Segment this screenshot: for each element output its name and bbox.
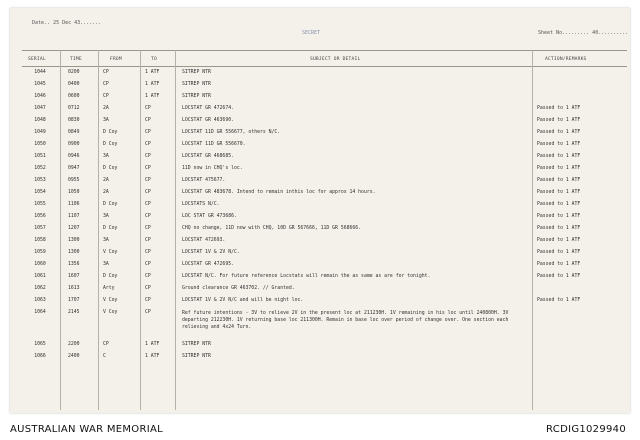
cell-from: CP — [103, 342, 109, 347]
cell-subject: LOCSTAT GR 472695. — [182, 262, 234, 267]
cell-from: 2A — [103, 190, 109, 195]
cell-subject: LOC STAT GR 473686. — [182, 214, 237, 219]
cell-serial: 1065 — [34, 342, 46, 347]
cell-to: 1 ATF — [145, 342, 160, 347]
cell-time: 1356 — [68, 262, 80, 267]
table-row — [10, 118, 630, 130]
header-rule-top — [22, 50, 627, 51]
table-row — [10, 342, 630, 354]
cell-subject: LOCSTAT GR 472674. — [182, 106, 234, 111]
cell-from: D Coy — [103, 130, 118, 135]
cell-to: CP — [145, 130, 151, 135]
cell-to: CP — [145, 262, 151, 267]
cell-serial: 1048 — [34, 118, 46, 123]
cell-to: CP — [145, 286, 151, 291]
cell-to: CP — [145, 190, 151, 195]
table-row — [10, 70, 630, 82]
cell-from: 3A — [103, 214, 109, 219]
cell-serial: 1058 — [34, 238, 46, 243]
cell-subject: SITREP NTR — [182, 342, 211, 347]
cell-subject: LOCSTAT 11D GR 556670. — [182, 142, 246, 147]
cell-time: 1613 — [68, 286, 80, 291]
cell-to: CP — [145, 238, 151, 243]
cell-action: Passed to 1 ATF — [537, 118, 581, 123]
table-row — [10, 154, 630, 166]
cell-action: Passed to 1 ATF — [537, 226, 581, 231]
cell-action: Passed to 1 ATF — [537, 262, 581, 267]
log-sheet — [10, 8, 630, 413]
cell-action: Passed to 1 ATF — [537, 106, 581, 111]
cell-time: 2400 — [68, 354, 80, 359]
cell-subject: LOCSTAT GR 468685. — [182, 154, 234, 159]
cell-serial: 1066 — [34, 354, 46, 359]
cell-time: 1106 — [68, 202, 80, 207]
cell-time: 0946 — [68, 154, 80, 159]
cell-from: CP — [103, 82, 109, 87]
cell-to: CP — [145, 274, 151, 279]
security-classification: SECRET — [302, 30, 321, 36]
sheet-number: Sheet No......... 40.......... — [538, 30, 629, 36]
cell-to: 1 ATF — [145, 94, 160, 99]
cell-subject: LOCSTAT 475677. — [182, 178, 226, 183]
cell-from: D Coy — [103, 226, 118, 231]
cell-serial: 1046 — [34, 94, 46, 99]
cell-subject: SITREP NTR — [182, 70, 211, 75]
cell-serial: 1057 — [34, 226, 46, 231]
cell-time: 1300 — [68, 250, 80, 255]
cell-to: CP — [145, 178, 151, 183]
cell-action: Passed to 1 ATF — [537, 130, 581, 135]
cell-serial: 1062 — [34, 286, 46, 291]
cell-time: 0849 — [68, 130, 80, 135]
col-header-from: FROM — [110, 57, 122, 62]
col-header-to: TO — [151, 57, 157, 62]
cell-from: 3A — [103, 118, 109, 123]
table-row — [10, 94, 630, 106]
cell-from: V Coy — [103, 298, 118, 303]
cell-from: V Coy — [103, 310, 118, 315]
table-row — [10, 142, 630, 154]
cell-serial: 1059 — [34, 250, 46, 255]
col-header-action: ACTION/REMARKS — [545, 57, 587, 62]
cell-serial: 1053 — [34, 178, 46, 183]
cell-serial: 1051 — [34, 154, 46, 159]
cell-action: Passed to 1 ATF — [537, 214, 581, 219]
cell-to: CP — [145, 250, 151, 255]
date-line: Date.. 25 Dec 43....... — [32, 20, 102, 26]
cell-serial: 1047 — [34, 106, 46, 111]
cell-to: CP — [145, 106, 151, 111]
cell-subject: LOCSTAT 472693. — [182, 238, 226, 243]
header-rule-bottom — [22, 66, 627, 67]
cell-to: CP — [145, 310, 151, 315]
table-row — [10, 262, 630, 274]
cell-from: D Coy — [103, 202, 118, 207]
col-header-subject: SUBJECT OR DETAIL — [310, 57, 361, 62]
table-row — [10, 226, 630, 238]
cell-time: 0900 — [68, 142, 80, 147]
cell-to: 1 ATF — [145, 70, 160, 75]
cell-serial: 1060 — [34, 262, 46, 267]
cell-action: Passed to 1 ATF — [537, 142, 581, 147]
cell-from: CP — [103, 94, 109, 99]
cell-action: Passed to 1 ATF — [537, 250, 581, 255]
cell-to: 1 ATF — [145, 354, 160, 359]
table-row — [10, 250, 630, 262]
table-row — [10, 238, 630, 250]
cell-to: CP — [145, 202, 151, 207]
cell-from: 3A — [103, 154, 109, 159]
cell-subject: SITREP NTR — [182, 94, 211, 99]
col-header-serial: SERIAL — [28, 57, 46, 62]
cell-serial: 1063 — [34, 298, 46, 303]
cell-subject: Ref future intentions - 3V to relieve 2V in the present loc at 211230H. 1V remaining in his loc until 240800H. 3V departing 212230H. 1V returning base loc 211300H. Remain in base loc over period of change over. One section each relieving and 4x24 Turn. — [182, 311, 509, 330]
cell-time: 0400 — [68, 82, 80, 87]
cell-time: 0200 — [68, 70, 80, 75]
cell-serial: 1050 — [34, 142, 46, 147]
col-header-time: TIME — [70, 57, 82, 62]
table-row — [10, 214, 630, 226]
cell-from: 2A — [103, 106, 109, 111]
cell-from: V Coy — [103, 250, 118, 255]
cell-time: 1707 — [68, 298, 80, 303]
footer-record-id: RCDIG1029940 — [546, 424, 626, 435]
cell-to: CP — [145, 118, 151, 123]
table-row — [10, 106, 630, 118]
cell-serial: 1045 — [34, 82, 46, 87]
table-row — [10, 178, 630, 190]
cell-to: CP — [145, 226, 151, 231]
table-row — [10, 130, 630, 142]
cell-serial: 1044 — [34, 70, 46, 75]
footer-institution: AUSTRALIAN WAR MEMORIAL — [10, 424, 163, 435]
cell-subject: CHQ no change, 11D now with CHQ, 10D GR 567666, 11D GR 568666. — [182, 226, 362, 231]
cell-action: Passed to 1 ATF — [537, 178, 581, 183]
cell-time: 1107 — [68, 214, 80, 219]
cell-subject: LOCSTAT 11D GR 556677, others N/C. — [182, 130, 281, 135]
cell-time: 0830 — [68, 118, 80, 123]
cell-from: D Coy — [103, 274, 118, 279]
cell-action: Passed to 1 ATF — [537, 238, 581, 243]
cell-to: CP — [145, 214, 151, 219]
cell-subject: LOCSTAT N/C. For future reference Locstats will remain the as same as are for tonight. — [182, 274, 431, 279]
cell-serial: 1061 — [34, 274, 46, 279]
cell-serial: 1055 — [34, 202, 46, 207]
cell-serial: 1052 — [34, 166, 46, 171]
cell-time: 1607 — [68, 274, 80, 279]
cell-subject: LOCSTATS N/C. — [182, 202, 220, 207]
cell-from: Arty — [103, 286, 115, 291]
cell-subject: SITREP NTR — [182, 354, 211, 359]
cell-time: 1207 — [68, 226, 80, 231]
cell-from: 3A — [103, 262, 109, 267]
cell-time: 0712 — [68, 106, 80, 111]
cell-from: 2A — [103, 178, 109, 183]
table-row — [10, 202, 630, 214]
table-row — [10, 274, 630, 286]
cell-serial: 1049 — [34, 130, 46, 135]
cell-from: CP — [103, 70, 109, 75]
cell-action: Passed to 1 ATF — [537, 154, 581, 159]
table-row — [10, 354, 630, 366]
cell-from: D Coy — [103, 142, 118, 147]
cell-time: 1300 — [68, 238, 80, 243]
cell-action: Passed to 1 ATF — [537, 190, 581, 195]
cell-subject: LOCSTAT GR 483678. Intend to remain inthis loc for approx 14 hours. — [182, 190, 376, 195]
cell-action: Passed to 1 ATF — [537, 298, 581, 303]
cell-serial: 1064 — [34, 310, 46, 315]
cell-subject: LOCSTAT GR 463690. — [182, 118, 234, 123]
table-row — [10, 286, 630, 298]
cell-subject: LOCSTAT 1V & 2V N/C. — [182, 250, 240, 255]
cell-time: 2145 — [68, 310, 80, 315]
cell-time: 0947 — [68, 166, 80, 171]
cell-from: C — [103, 354, 106, 359]
table-row — [10, 190, 630, 202]
cell-action: Passed to 1 ATF — [537, 274, 581, 279]
cell-serial: 1054 — [34, 190, 46, 195]
cell-to: CP — [145, 298, 151, 303]
cell-from: 3A — [103, 238, 109, 243]
cell-to: CP — [145, 142, 151, 147]
table-row — [10, 310, 630, 330]
cell-time: 0600 — [68, 94, 80, 99]
table-row — [10, 298, 630, 310]
cell-subject: SITREP NTR — [182, 82, 211, 87]
cell-subject: Ground clearance GR 463702. // Granted. — [182, 286, 295, 291]
cell-action: Passed to 1 ATF — [537, 202, 581, 207]
cell-to: 1 ATF — [145, 82, 160, 87]
cell-time: 1050 — [68, 190, 80, 195]
cell-from: D Coy — [103, 166, 118, 171]
table-row — [10, 82, 630, 94]
cell-subject: 11D now in CHQ's loc. — [182, 166, 243, 171]
table-row — [10, 166, 630, 178]
cell-serial: 1056 — [34, 214, 46, 219]
cell-to: CP — [145, 166, 151, 171]
cell-time: 0955 — [68, 178, 80, 183]
cell-subject: LOCSTAT 1V & 2V N/C and will be night loc. — [182, 298, 304, 303]
cell-to: CP — [145, 154, 151, 159]
cell-time: 2200 — [68, 342, 80, 347]
cell-action: Passed to 1 ATF — [537, 166, 581, 171]
